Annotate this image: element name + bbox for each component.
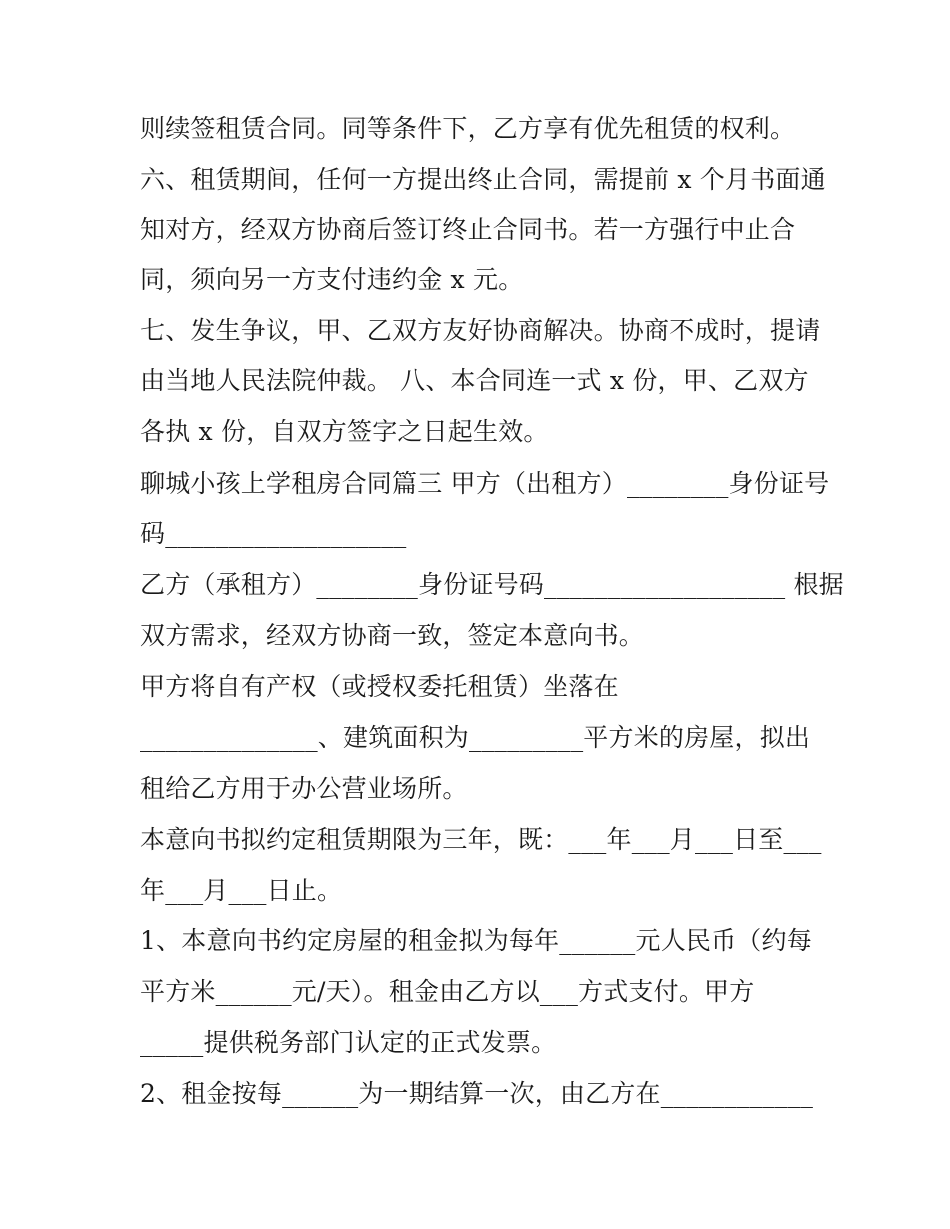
text-line: 甲方将自有产权（或授权委托租赁）坐落在 <box>140 672 619 701</box>
text-line: ______________、建筑面积为_________平方米的房屋，拟出 <box>140 723 811 752</box>
text-line: 1、本意向书约定房屋的租金拟为每年______元人民币（约每 <box>140 926 812 955</box>
text-line: 平方米______元/天）。租金由乙方以___方式支付。甲方 <box>140 977 755 1006</box>
text-line: 年___月___日止。 <box>140 876 343 905</box>
text-line: 各执 x 份，自双方签字之日起生效。 <box>140 417 549 446</box>
text-line: 2、租金按每______为一期结算一次，由乙方在____________ <box>140 1079 814 1108</box>
text-line: 码___________________ <box>140 519 407 548</box>
text-line: 双方需求，经双方协商一致，签定本意向书。 <box>140 621 645 650</box>
text-line: _____提供税务部门认定的正式发票。 <box>140 1028 557 1057</box>
text-line: 乙方（承租方）________身份证号码___________________ 根据 <box>140 570 844 599</box>
text-line: 七、发生争议，甲、乙双方友好协商解决。协商不成时，提请 <box>140 316 821 345</box>
text-line: 本意向书拟约定租赁期限为三年，既：___年___月___日至___ <box>140 825 822 854</box>
text-line: 则续签租赁合同。同等条件下，乙方享有优先租赁的权利。 <box>140 114 796 143</box>
text-line: 租给乙方用于办公营业场所。 <box>140 774 468 803</box>
text-line: 知对方，经双方协商后签订终止合同书。若一方强行中止合 <box>140 215 796 244</box>
text-line: 由当地人民法院仲裁。 八、本合同连一式 x 份，甲、乙双方 <box>140 366 809 395</box>
text-line: 六、租赁期间，任何一方提出终止合同，需提前 x 个月书面通 <box>140 165 826 194</box>
text-line: 聊城小孩上学租房合同篇三 甲方（出租方）________身份证号 <box>140 469 830 498</box>
text-line: 同，须向另一方支付违约金 x 元。 <box>140 265 524 294</box>
